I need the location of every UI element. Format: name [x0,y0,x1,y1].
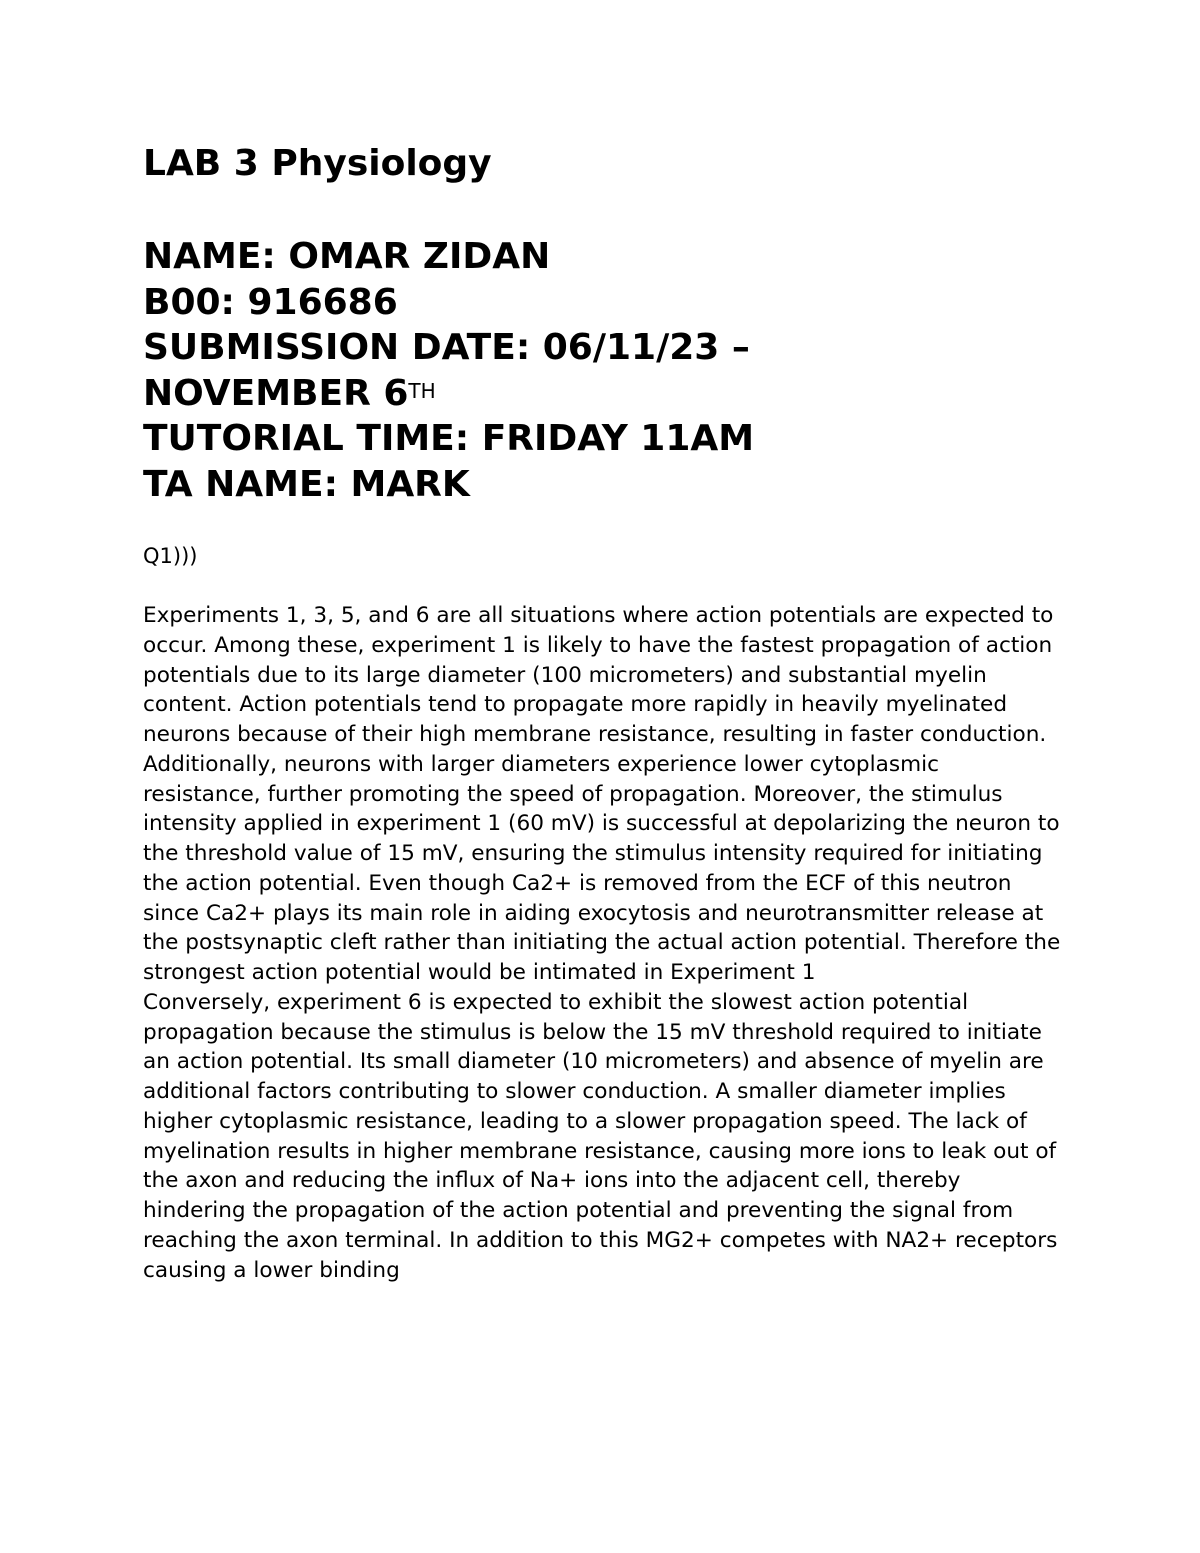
submission-date-line2 [143,371,1063,417]
document-title: LAB 3 Physiology [143,143,492,184]
tutorial-time: TUTORIAL TIME: FRIDAY 11AM [143,418,755,459]
answer-paragraph-2: Conversely, experiment 6 is expected to exhibit the slowest action potential propagation because the stimulus is below the 15 mV threshold required to initiate an action potential. Its small diameter (10 micrometers) and absence of myelin are additional factors contributing to slower conduction. A smaller diameter implies higher cytoplasmic resistance, leading to a slower propagation speed. The lack of myelination results in higher membrane resistance, causing more ions to leak out of the axon and reducing the influx of Na+ ions into the adjacent cell, thereby hindering the propagation of the action potential and preventing the signal from reaching the axon terminal. In addition to this MG2+ competes with NA2+ receptors causing a lower binding [143,989,1058,1283]
question-label: Q1))) [143,544,198,568]
ta-name: TA NAME: MARK [143,463,470,505]
student-id: B00: 916686 [143,281,398,323]
submission-date-text: NOVEMBER 6 [143,372,409,414]
submission-date-ordinal: TH [408,378,436,403]
document-page [143,140,1063,1285]
submission-date-line1: SUBMISSION DATE: 06/11/23 – [143,327,750,368]
student-name: NAME: OMAR ZIDAN [143,236,551,277]
student-info-block [143,234,1063,507]
answer-body [143,601,1063,1285]
answer-paragraph-1: Experiments 1, 3, 5, and 6 are all situations where action potentials are expected to occur. Among these, experiment 1 is likely to have the fastest propagation of action potentials due to its large diameter (100 micrometers) and substantial myelin content. Action potentials tend to propagate more rapidly in heavily myelinated neurons because of their high membrane resistance, resulting in faster conduction. Additionally, neurons with larger diameters experience lower cytoplasmic resistance, further promoting the speed of propagation. Moreover, the stimulus intensity applied in experiment 1 (60 mV) is successful at depolarizing the neuron to the threshold value of 15 mV, ensuring the stimulus intensity required for initiating the action potential. Even though Ca2+ is removed from the ECF of this neutron since Ca2+ plays its main role in aiding exocytosis and neurotransmitter release at the postsynaptic cleft rather than initiating the actual action potential. Therefore the strongest action potential would be intimated in Experiment 1 [143,603,1061,985]
